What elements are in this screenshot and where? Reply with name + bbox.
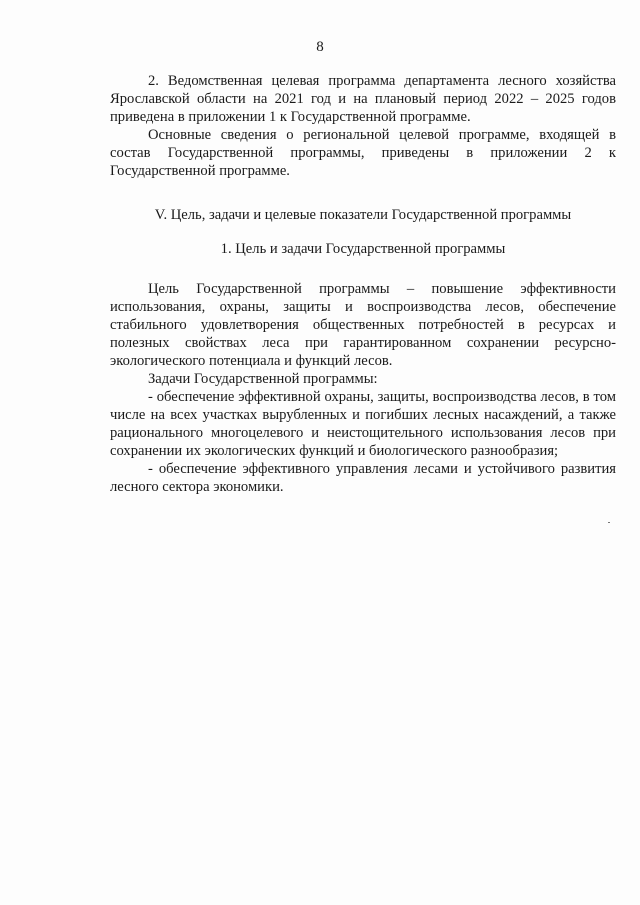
document-body	[110, 72, 616, 496]
subsection-heading: 1. Цель и задачи Государственной программы	[220, 241, 506, 257]
section-heading: V. Цель, задачи и целевые показатели Государственной программы	[154, 207, 572, 223]
paragraph-regional-program: Основные сведения о региональной целевой программе, входящей в состав Государственной программы, приведены в приложении 2 к Государственной программе.	[110, 127, 616, 179]
paragraph-departmental-program: 2. Ведомственная целевая программа департамента лесного хозяйства Ярославской области на 2021 год и на плановый период 2022 – 2025 годов приведена в приложении 1 к Государственной программе.	[110, 73, 616, 125]
scan-speck	[608, 522, 610, 523]
task-item: - обеспечение эффективной охраны, защиты, воспроизводства лесов, в том числе на всех участках вырубленных и погибших лесных насаждений, а также рационального многоцелевого и неистощительного использования лесов при сохранении их экологических функций и биологического разнообразия;	[110, 389, 616, 459]
page-number: 8	[316, 39, 324, 55]
paragraph-goal: Цель Государственной программы – повышение эффективности использования, охраны, защиты и воспроизводства лесов, обеспечение стабильного удовлетворения общественных потребностей в ресурсах и полезных свойствах леса при гарантированном сохранении ресурсно-экологического потенциала и функций лесов.	[110, 281, 616, 369]
task-item: - обеспечение эффективного управления лесами и устойчивого развития лесного сектора экономики.	[110, 461, 616, 495]
tasks-intro: Задачи Государственной программы:	[148, 371, 378, 387]
